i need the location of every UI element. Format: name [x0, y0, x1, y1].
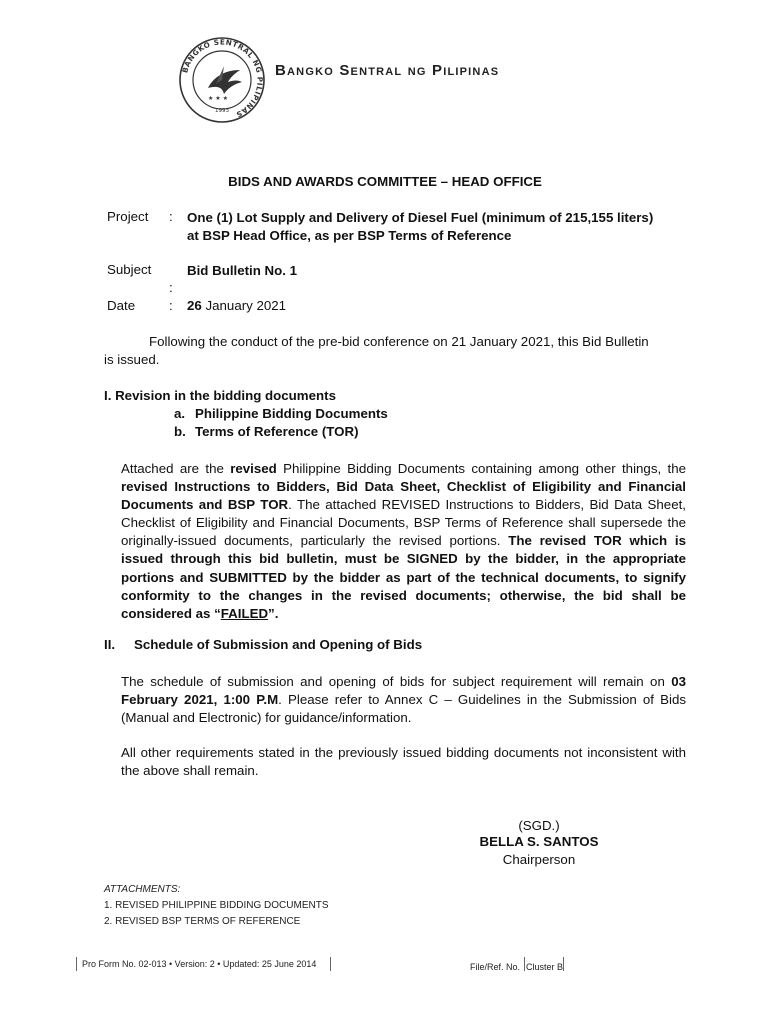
date-colon: : [169, 298, 173, 313]
section-2-paragraph-2: All other requirements stated in the previously issued bidding documents not inconsistent with the above shall remain. [121, 745, 686, 779]
failed-word: FAILED [220, 605, 269, 621]
footer-form-info: Pro Form No. 02-013 • Version: 2 • Updated: 25 June 2014 [82, 959, 317, 969]
seal-year: 1993 [215, 108, 229, 114]
section-1-heading: I. Revision in the bidding documents [104, 388, 336, 403]
item-a-text: Philippine Bidding Documents [195, 406, 388, 421]
subject-colon: : [169, 280, 173, 295]
project-value [187, 209, 697, 245]
signature-sgd: (SGD.) [518, 818, 560, 833]
date-label: Date [107, 298, 136, 313]
project-line-1: One (1) Lot Supply and Delivery of Diesel Fuel (minimum of 215,155 liters) [187, 210, 654, 225]
attachment-item-2: 2. REVISED BSP TERMS OF REFERENCE [104, 916, 301, 927]
section-1-paragraph: Attached are the revised Philippine Bidding Documents containing among other things, the revised Instructions to Bidders, Bid Data Sheet, Checklist of Eligibility and Financial Documents and BSP TOR. The attached REVISED Instructions to Bidders, Bid Data Sheet, Checklist of Eligibility and Financial Documents, BSP Terms of Reference shall supersede the originally-issued documents, particularly the revised portions. The revised TOR which is issued through this bid bulletin, must be SIGNED by the bidder, in the appropriate portions and SUBMITTED by the bidder as part of the technical documents, to signify conformity to the changes in the revised documents; otherwise, the bid shall be considered as “FAILED”. [121, 461, 686, 621]
bank-name: Bangko Sentral ng Pilipinas [275, 62, 500, 79]
intro-line-1: Following the conduct of the pre-bid conference on 21 January 2021, this Bid Bulletin [149, 334, 649, 349]
section-2-paragraph-1: The schedule of submission and opening of bids for subject requirement will remain on 03 February 2021, 1:00 P.M. Please refer to Annex C – Guidelines in the Submission of Bids (Manual and Electronic) for guidance/information. [121, 674, 686, 726]
signatory-name: BELLA S. SANTOS [479, 834, 599, 849]
project-colon: : [169, 209, 173, 224]
date-month-year: January 2021 [201, 298, 287, 313]
seal-text: BANGKO SENTRAL NG PILIPINAS [180, 37, 265, 120]
project-label: Project [107, 209, 149, 224]
committee-heading: BIDS AND AWARDS COMMITTEE – HEAD OFFICE [228, 174, 542, 189]
date-day: 26 [187, 298, 202, 313]
subject-value: Bid Bulletin No. 1 [187, 263, 298, 278]
attachments-heading: ATTACHMENTS: [104, 884, 181, 895]
item-b-text: Terms of Reference (TOR) [195, 424, 359, 439]
footer-divider-mid [330, 957, 331, 971]
svg-text:★ ★ ★: ★ ★ ★ [208, 95, 228, 102]
footer-divider-left [76, 957, 77, 971]
section-2-heading: Schedule of Submission and Opening of Bids [134, 637, 423, 652]
project-line-2: at BSP Head Office, as per BSP Terms of Reference [187, 228, 512, 243]
bsp-seal-logo [178, 36, 266, 124]
signatory-title: Chairperson [502, 852, 576, 867]
attachment-item-1: 1. REVISED PHILIPPINE BIDDING DOCUMENTS [104, 900, 329, 911]
intro-line-2: is issued. [104, 352, 160, 367]
item-a-marker: a. [174, 406, 186, 421]
footer-divider-right [563, 957, 564, 971]
item-b-marker: b. [174, 424, 186, 439]
date-value [187, 298, 286, 313]
section-2-numeral: II. [104, 637, 116, 652]
footer-cluster: Cluster B [526, 962, 564, 972]
subject-label: Subject [107, 262, 152, 277]
footer-divider-ref [524, 957, 525, 971]
footer-file-ref-label: File/Ref. No. [470, 962, 521, 972]
